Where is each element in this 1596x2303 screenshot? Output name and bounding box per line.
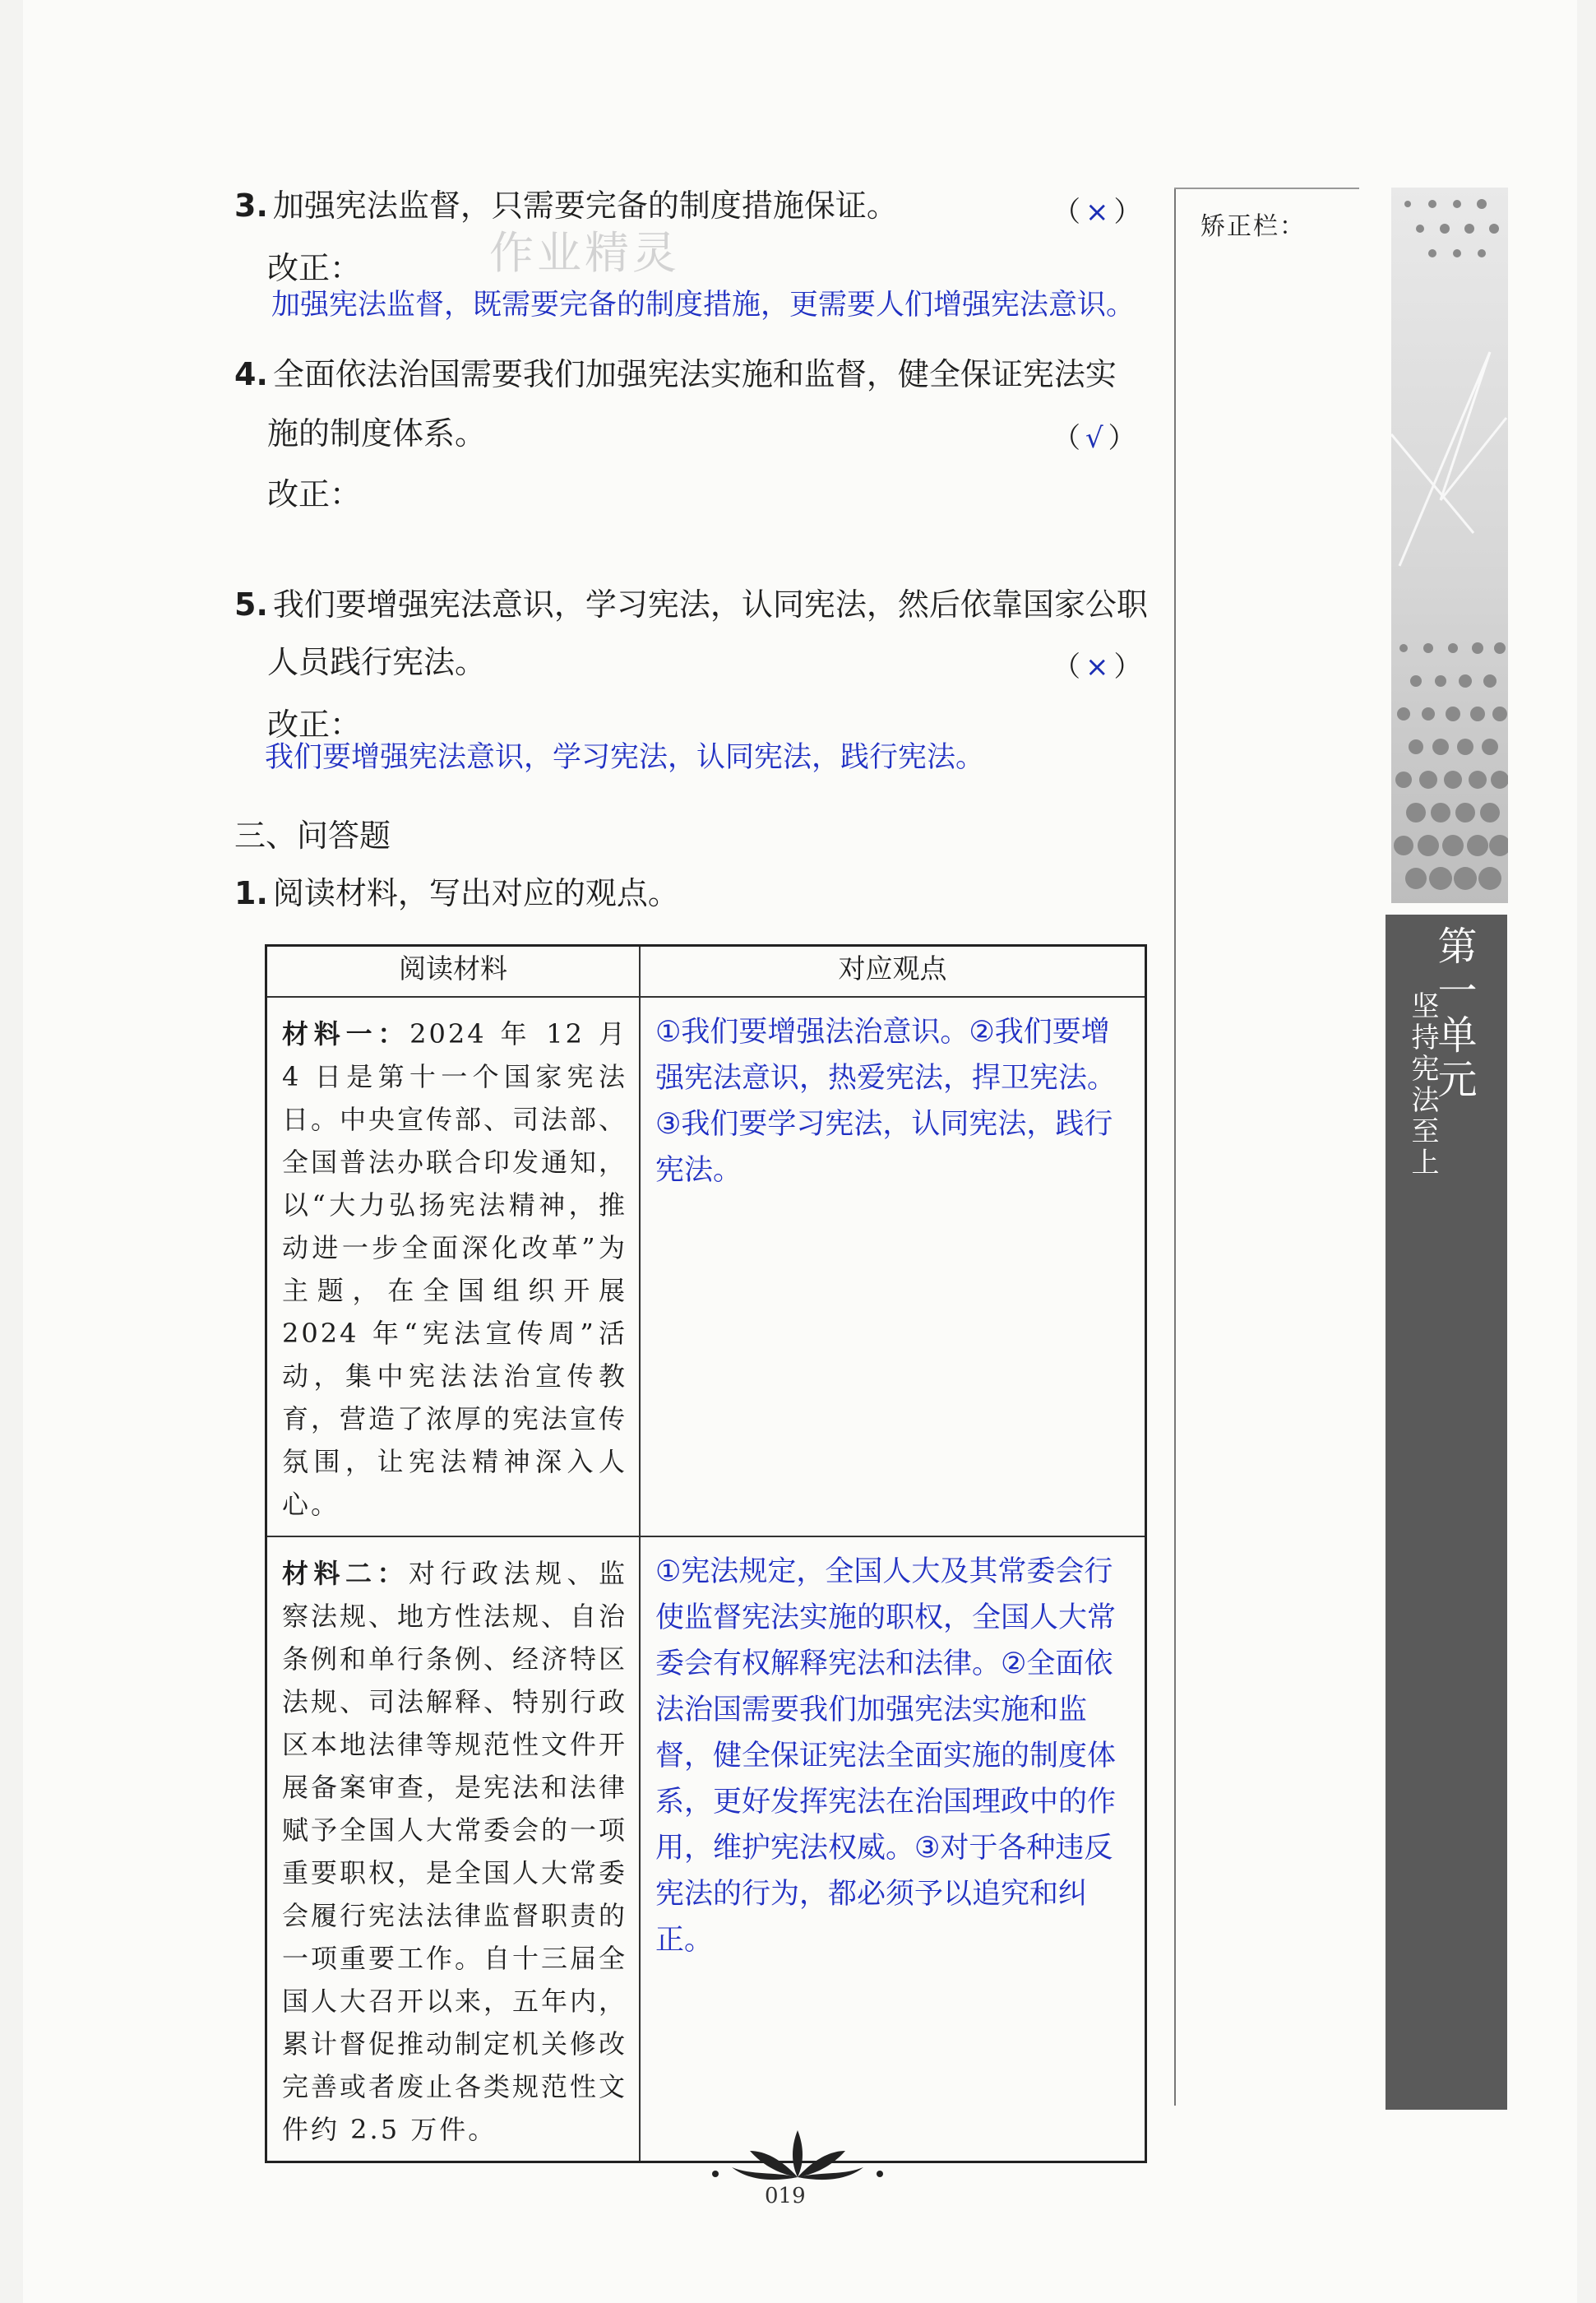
question-text: 阅读材料，写出对应的观点。 [272,875,679,911]
table-row [266,1536,1146,2162]
correction-label: 改正： [267,707,362,743]
page-number: 019 [765,2184,806,2208]
table-header: 对应观点 [640,946,1146,998]
question-intro: 1. 阅读材料，写出对应的观点。 [234,875,679,911]
question-4-line2: 施的制度体系。 [267,415,487,452]
question-3-mark: （×） [1052,196,1147,229]
side-tab-decoration [1391,188,1508,903]
question-5-line2: 人员践行宪法。 [267,644,487,680]
unit-number: 第一单元 [1431,925,1477,1103]
answer-mark: √ [1085,422,1108,455]
question-5-mark: （×） [1052,651,1147,683]
question-number: 3. [234,188,268,224]
ornament-icon [699,2126,896,2184]
question-text: 加强宪法监督，只需要完备的制度措施保证。 [272,188,898,224]
viewpoint-cell: ①我们要增强法治意识。②我们要增强宪法意识，热爱宪法，捍卫宪法。③我们要学习宪法，认同宪法，践行宪法。 [640,997,1146,1536]
material-cell: 材料二：对行政法规、监察法规、地方性法规、自治条例和单行条例、经济特区法规、司法解释、特别行政区本地法律等规范性文件开展备案审查，是宪法和法律赋予全国人大常委会的一项重要职权，是全国人大常委会履行宪法法律监督职责的一项重要工作。自十三届全国人大召开以来，五年内，累计督促推动制定机关修改完善或者废止各类规范性文件约 2.5 万件。 [266,1536,641,2162]
question-3 [234,177,898,234]
question-number: 4. [234,356,268,392]
column-divider [1174,189,1176,2106]
handwritten-correction: 加强宪法监督，既需要完备的制度措施，更需要人们增强宪法意识。 [271,289,1136,322]
table-row [266,997,1146,1536]
answer-mark: × [1085,196,1114,229]
material-table [265,944,1147,2163]
question-5 [234,576,1148,633]
answer-mark: × [1085,651,1114,683]
material-cell: 材料一：2024 年 12 月 4 日是第十一个国家宪法日。中央宣传部、司法部、全国普法办联合印发通知，以“大力弘扬宪法精神，推动进一步全面深化改革”为主题，在全国组织开展 2024 年“宪法宣传周”活动，集中宪法法治宣传教育，营造了浓厚的宪法宣传氛围，让宪法精神深入人心。 [266,997,641,1536]
question-4 [234,345,1117,403]
correction-label: 改正： [267,250,362,286]
correction-column-label: 矫正栏： [1200,212,1306,241]
question-text: 我们要增强宪法意识，学习宪法，认同宪法，然后依靠国家公职 [272,586,1148,623]
question-number: 5. [234,586,268,623]
question-4-mark: （√） [1052,422,1141,455]
table-header: 阅读材料 [266,946,641,998]
halftone-pattern [1391,188,1508,903]
unit-title: 坚持宪法至上 [1406,991,1439,1179]
handwritten-correction: 我们要增强宪法意识，学习宪法，认同宪法，践行宪法。 [265,741,985,774]
correction-label: 改正： [267,476,362,512]
correction-column-rule [1174,188,1359,189]
section-title: 三、问答题 [234,818,391,854]
watermark: 作业精灵 [489,227,680,279]
question-text: 全面依法治国需要我们加强宪法实施和监督，健全保证宪法实 [272,356,1117,392]
viewpoint-cell: ①宪法规定，全国人大及其常委会行使监督宪法实施的职权，全国人大常委会有权解释宪法和法律。②全面依法治国需要我们加强宪法实施和监督，健全保证宪法全面实施的制度体系，更好发挥宪法在治国理政中的作用，维护宪法权威。③对于各种违反宪法的行为，都必须予以追究和纠正。 [640,1536,1146,2162]
